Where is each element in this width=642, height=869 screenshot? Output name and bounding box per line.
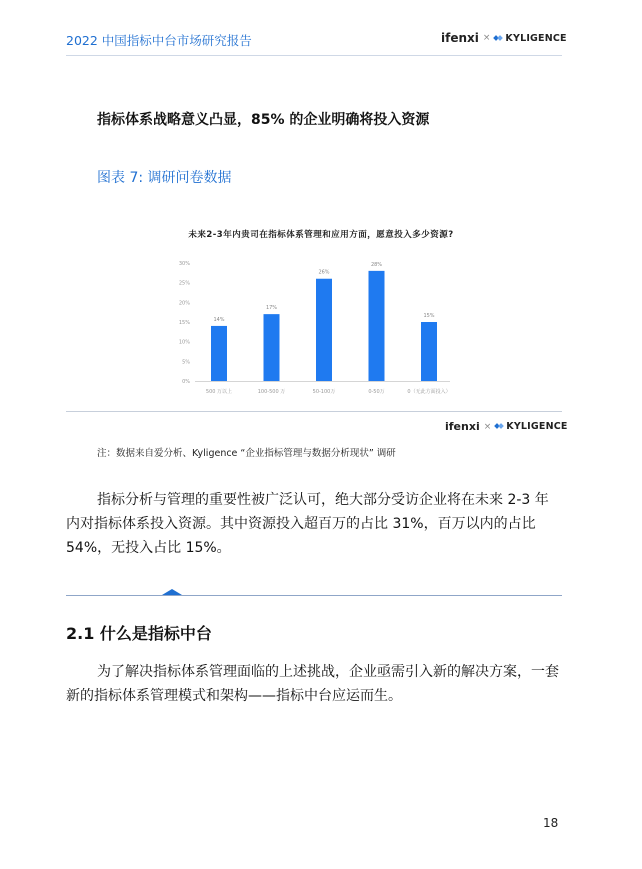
y-tick-label: 25% [178, 280, 190, 287]
chart-title: 未来2-3年内贵司在指标体系管理和应用方面，愿意投入多少资源? [188, 230, 454, 240]
y-tick-label: 0% [182, 379, 190, 385]
page-number: 18 [543, 816, 559, 830]
logo-separator: × [483, 421, 492, 432]
section-title: 2.1 什么是指标中台 [66, 624, 212, 643]
paragraph-line: 指标分析与管理的重要性被广泛认可，绝大部分受访企业将在未来 2-3 年 [97, 492, 549, 508]
data-label: 17% [265, 305, 278, 312]
paragraph-line: 新的指标体系管理模式和架构——指标中台应运而生。 [66, 688, 402, 704]
y-tick-label: 20% [178, 300, 190, 307]
body-paragraph [66, 488, 567, 560]
chart-divider [66, 411, 562, 412]
kyligence-logo: KYLIGENCE [495, 421, 567, 432]
source-note: 注：数据来自爱分析、Kyligence “企业指标管理与数据分析现状” 调研 [97, 448, 396, 459]
logo-separator: × [482, 33, 491, 43]
paragraph-line: 54%，无投入占比 15%。 [66, 540, 231, 556]
section-divider-marker [162, 589, 182, 595]
bar-chart [0, 250, 642, 400]
data-label: 26% [318, 269, 330, 276]
y-tick-label: 15% [178, 320, 190, 326]
header-divider [66, 55, 562, 56]
bar [211, 326, 227, 381]
bar [369, 271, 385, 381]
header-logo [441, 31, 567, 45]
x-tick-label: 50-100万 [312, 389, 336, 395]
section-divider [66, 595, 562, 596]
bar [316, 279, 332, 381]
x-tick-label: 0-50万 [368, 389, 385, 395]
data-label: 28% [370, 261, 383, 268]
bar [264, 314, 280, 381]
data-label: 14% [213, 316, 225, 323]
data-label: 15% [423, 313, 435, 319]
kyligence-logo: KYLIGENCE [494, 33, 566, 44]
figure-caption: 图表 7: 调研问卷数据 [97, 170, 232, 186]
y-tick-label: 30% [178, 261, 190, 267]
y-tick-label: 10% [178, 339, 190, 346]
x-tick-label: 100-500 万 [257, 389, 286, 395]
x-tick-label: 500 万以上 [205, 389, 233, 395]
y-tick-label: 5% [182, 359, 190, 366]
report-title: 2022 中国指标中台市场研究报告 [66, 33, 252, 48]
body-paragraph [66, 660, 567, 708]
paragraph-line: 内对指标体系投入资源。其中资源投入超百万的占比 31%，百万以内的占比 [66, 516, 536, 532]
bar [421, 322, 437, 381]
paragraph-line: 为了解决指标体系管理面临的上述挑战，企业亟需引入新的解决方案，一套 [97, 664, 559, 680]
kyligence-mark-icon [494, 34, 503, 43]
ifenxi-logo: ifenxi [445, 420, 480, 433]
chart-footer-logo [445, 420, 568, 433]
ifenxi-logo: ifenxi [441, 31, 479, 45]
x-tick-label: 0（无此方面投入） [407, 389, 451, 395]
kyligence-mark-icon [495, 422, 504, 431]
headline: 指标体系战略意义凸显，85% 的企业明确将投入资源 [97, 112, 430, 128]
